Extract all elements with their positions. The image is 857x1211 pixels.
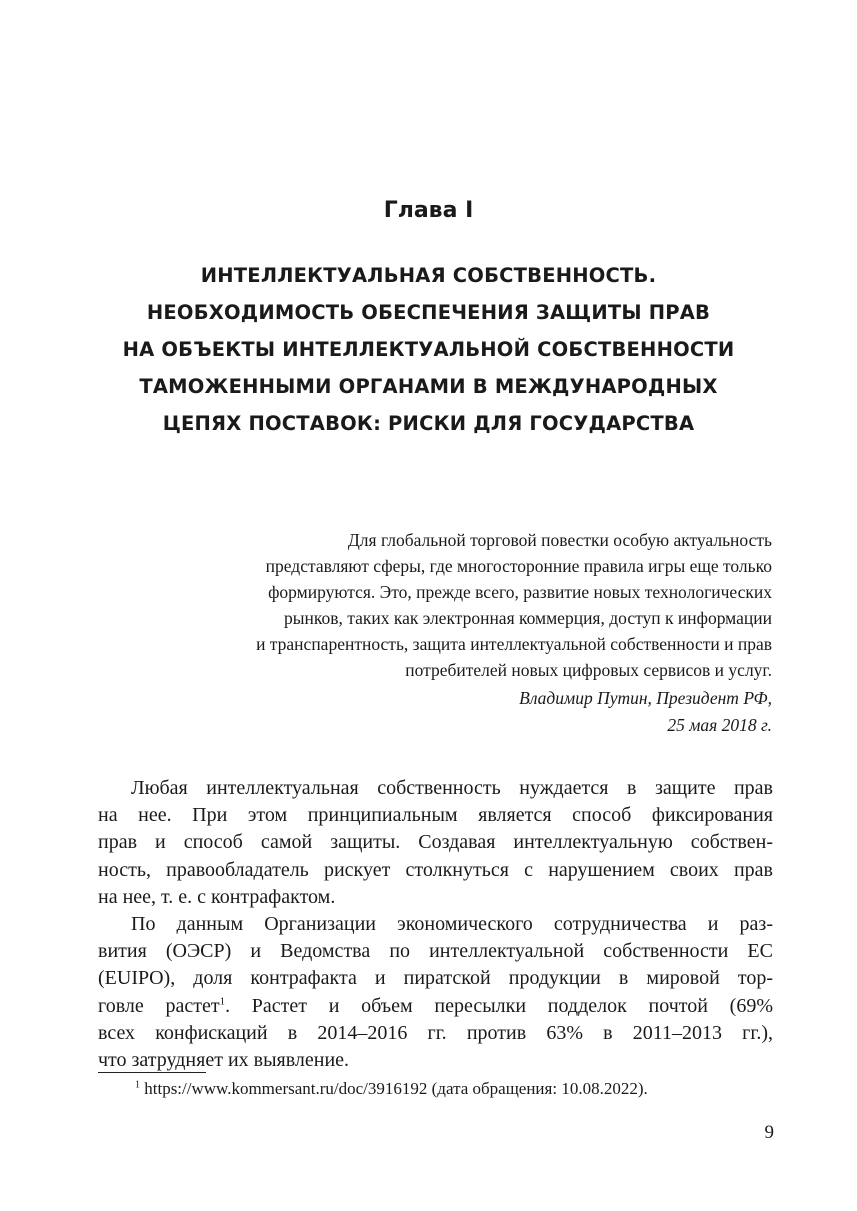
epigraph-line: Для глобальной торговой повестки особую актуальность bbox=[347, 530, 772, 550]
text-line: на нее, т. е. с контрафактом. bbox=[98, 885, 336, 908]
epigraph-line: и транспарентность, защита интеллектуальной собственности и прав bbox=[256, 634, 772, 654]
paragraph-2 bbox=[98, 911, 773, 1074]
text-line: Любая интеллектуальная собственность нуждается в защите прав bbox=[131, 777, 773, 799]
chapter-title-line: ЦЕПЯХ ПОСТАВОК: РИСКИ ДЛЯ ГОСУДАРСТВА bbox=[162, 412, 695, 435]
chapter-title-line: ИНТЕЛЛЕКТУАЛЬНАЯ СОБСТВЕННОСТЬ. bbox=[200, 264, 657, 287]
footnote bbox=[135, 1076, 775, 1102]
chapter-heading: Глава I bbox=[383, 198, 474, 223]
text-segment: говле растет bbox=[98, 994, 220, 1017]
text-line: вития (ОЭСР) и Ведомства по интеллектуальной собственности ЕС bbox=[98, 940, 773, 963]
chapter-title bbox=[80, 257, 777, 442]
page-number: 9 bbox=[764, 1122, 774, 1143]
chapter-title-line: НЕОБХОДИМОСТЬ ОБЕСПЕЧЕНИЯ ЗАЩИТЫ ПРАВ bbox=[146, 301, 711, 324]
text-line: прав и способ самой защиты. Создавая интеллектуальную собствен- bbox=[98, 831, 773, 854]
text-line: на нее. При этом принципиальным является способ фиксирования bbox=[98, 804, 773, 827]
chapter-title-line: НА ОБЪЕКТЫ ИНТЕЛЛЕКТУАЛЬНОЙ СОБСТВЕННОСТИ bbox=[122, 338, 735, 361]
footnote-marker: 1 bbox=[135, 1079, 140, 1091]
text-line: (EUIPO), доля контрафакта и пиратской продукции в мировой тор- bbox=[98, 967, 773, 990]
epigraph-line: формируются. Это, прежде всего, развитие новых технологических bbox=[268, 582, 772, 602]
paragraph-1 bbox=[98, 775, 773, 911]
footnote-divider bbox=[98, 1072, 206, 1073]
footnote-text: https://www.kommersant.ru/doc/3916192 (дата обращения: 10.08.2022). bbox=[140, 1079, 648, 1098]
footnote-reference[interactable]: 1 bbox=[219, 994, 226, 1007]
body-text bbox=[98, 775, 773, 1074]
chapter-title-line: ТАМОЖЕННЫМИ ОРГАНАМИ В МЕЖДУНАРОДНЫХ bbox=[139, 375, 718, 398]
text-line: По данным Организации экономического сотрудничества и раз- bbox=[131, 912, 773, 935]
text-line bbox=[98, 993, 773, 1020]
epigraph-quote bbox=[160, 527, 772, 683]
epigraph-line: представляют сферы, где многосторонние правила игры еще только bbox=[265, 556, 772, 576]
epigraph-line: рынков, таких как электронная коммерция, доступ к информации bbox=[284, 608, 772, 628]
text-line: ность, правообладатель рискует столкнуться с нарушением своих прав bbox=[98, 858, 773, 881]
epigraph-attribution bbox=[160, 685, 772, 739]
epigraph-line: потребителей новых цифровых сервисов и услуг. bbox=[405, 660, 772, 680]
text-line: всех конфискаций в 2014–2016 гг. против 63% в 2011–2013 гг.), bbox=[98, 1021, 773, 1044]
epigraph-author: Владимир Путин, Президент РФ, bbox=[519, 688, 772, 708]
epigraph-date: 25 мая 2018 г. bbox=[667, 715, 772, 735]
text-line: что затрудняет их выявление. bbox=[98, 1048, 350, 1071]
text-segment: . Растет и объем пересылки подделок почтой (69% bbox=[225, 994, 773, 1017]
